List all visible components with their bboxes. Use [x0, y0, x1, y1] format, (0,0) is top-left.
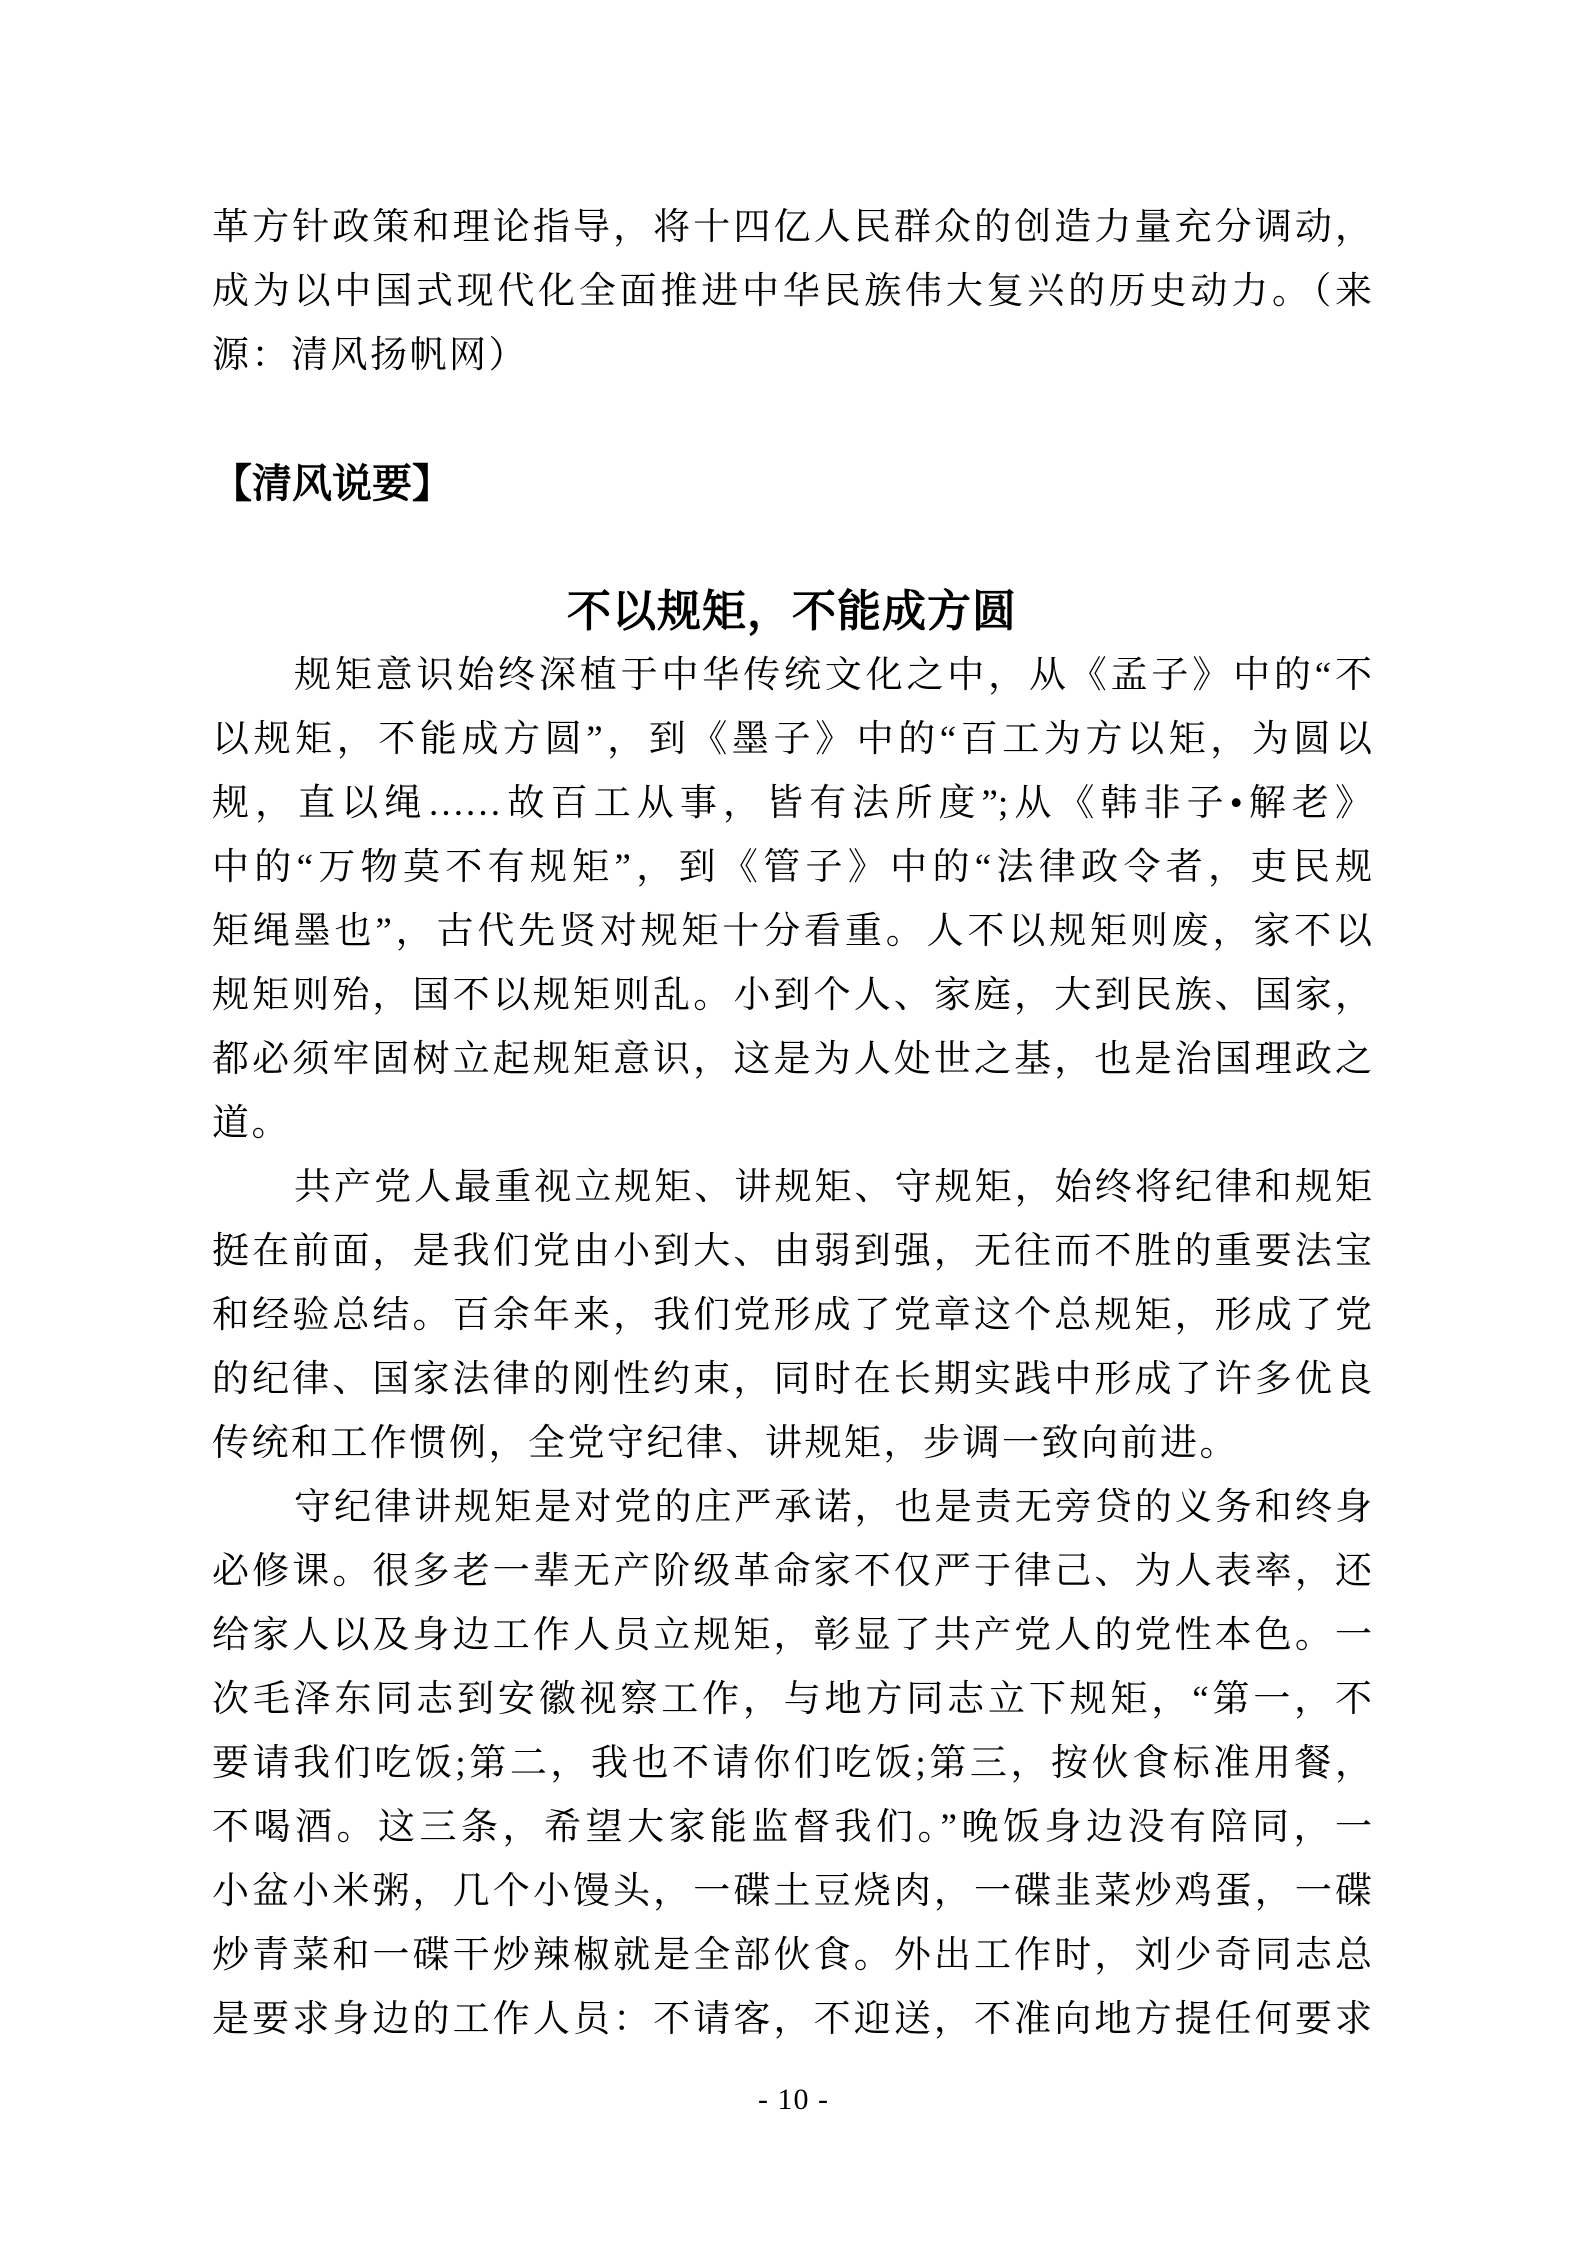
text-line: 传统和工作惯例，全党守纪律、讲规矩，步调一致向前进。 — [212, 1423, 1239, 1464]
text-line: 不喝酒。这三条，希望大家能监督我们。”晚饭身边没有陪同，一 — [212, 1807, 1372, 1848]
text-line: 矩绳墨也”，古代先贤对规矩十分看重。人不以规矩则废，家不以 — [212, 911, 1372, 952]
text-line: 中的“万物莫不有规矩”，到《管子》中的“法律政令者，吏民规 — [212, 847, 1372, 888]
text-line: 以规矩，不能成方圆”，到《墨子》中的“百工为方以矩，为圆以 — [212, 719, 1372, 760]
article-paragraph-2 — [212, 1156, 1372, 1476]
text-line: 的纪律、国家法律的刚性约束，同时在长期实践中形成了许多优良 — [212, 1359, 1372, 1400]
text-line: 次毛泽东同志到安徽视察工作，与地方同志立下规矩，“第一，不 — [212, 1679, 1372, 1720]
text-line: 和经验总结。百余年来，我们党形成了党章这个总规矩，形成了党 — [212, 1295, 1372, 1336]
section-marker: 【清风说要】 — [212, 461, 452, 506]
text-line: 是要求身边的工作人员：不请客，不迎送，不准向地方提任何要求 — [212, 1999, 1372, 2040]
blank-line — [212, 516, 1372, 580]
text-line: 炒青菜和一碟干炒辣椒就是全部伙食。外出工作时，刘少奇同志总 — [212, 1935, 1372, 1976]
article-paragraph-3 — [212, 1476, 1372, 2052]
article-paragraph-1 — [212, 644, 1372, 1156]
text-line: 挺在前面，是我们党由小到大、由弱到强，无往而不胜的重要法宝 — [212, 1231, 1372, 1272]
text-line: 给家人以及身边工作人员立规矩，彰显了共产党人的党性本色。一 — [212, 1615, 1372, 1656]
text-line: 要请我们吃饭;第二，我也不请你们吃饭;第三，按伙食标准用餐， — [212, 1743, 1372, 1784]
text-line: 规，直以绳……故百工从事，皆有法所度”;从《韩非子•解老》 — [212, 783, 1372, 824]
text-column — [212, 196, 1372, 2052]
text-line: 道。 — [212, 1103, 291, 1144]
article-title: 不以规矩，不能成方圆 — [567, 587, 1017, 636]
text-line: 规矩意识始终深植于中华传统文化之中，从《孟子》中的“不 — [294, 655, 1372, 696]
text-line: 规矩则殆，国不以规矩则乱。小到个人、家庭，大到民族、国家， — [212, 975, 1372, 1016]
text-line: 源：清风扬帆网） — [212, 335, 528, 376]
text-line: 都必须牢固树立起规矩意识，这是为人处世之基，也是治国理政之 — [212, 1039, 1372, 1080]
text-line: 共产党人最重视立规矩、讲规矩、守规矩，始终将纪律和规矩 — [294, 1167, 1372, 1208]
text-line: 小盆小米粥，几个小馒头，一碟土豆烧肉，一碟韭菜炒鸡蛋，一碟 — [212, 1871, 1372, 1912]
blank-line — [212, 388, 1372, 452]
text-line: 革方针政策和理论指导，将十四亿人民群众的创造力量充分调动， — [212, 207, 1372, 248]
text-line: 成为以中国式现代化全面推进中华民族伟大复兴的历史动力。（来 — [212, 271, 1372, 312]
text-line: 必修课。很多老一辈无产阶级革命家不仅严于律己、为人表率，还 — [212, 1551, 1372, 1592]
text-line: 守纪律讲规矩是对党的庄严承诺，也是责无旁贷的义务和终身 — [294, 1487, 1372, 1528]
continuation-paragraph — [212, 196, 1372, 388]
page-number: - 10 - — [758, 2083, 829, 2116]
